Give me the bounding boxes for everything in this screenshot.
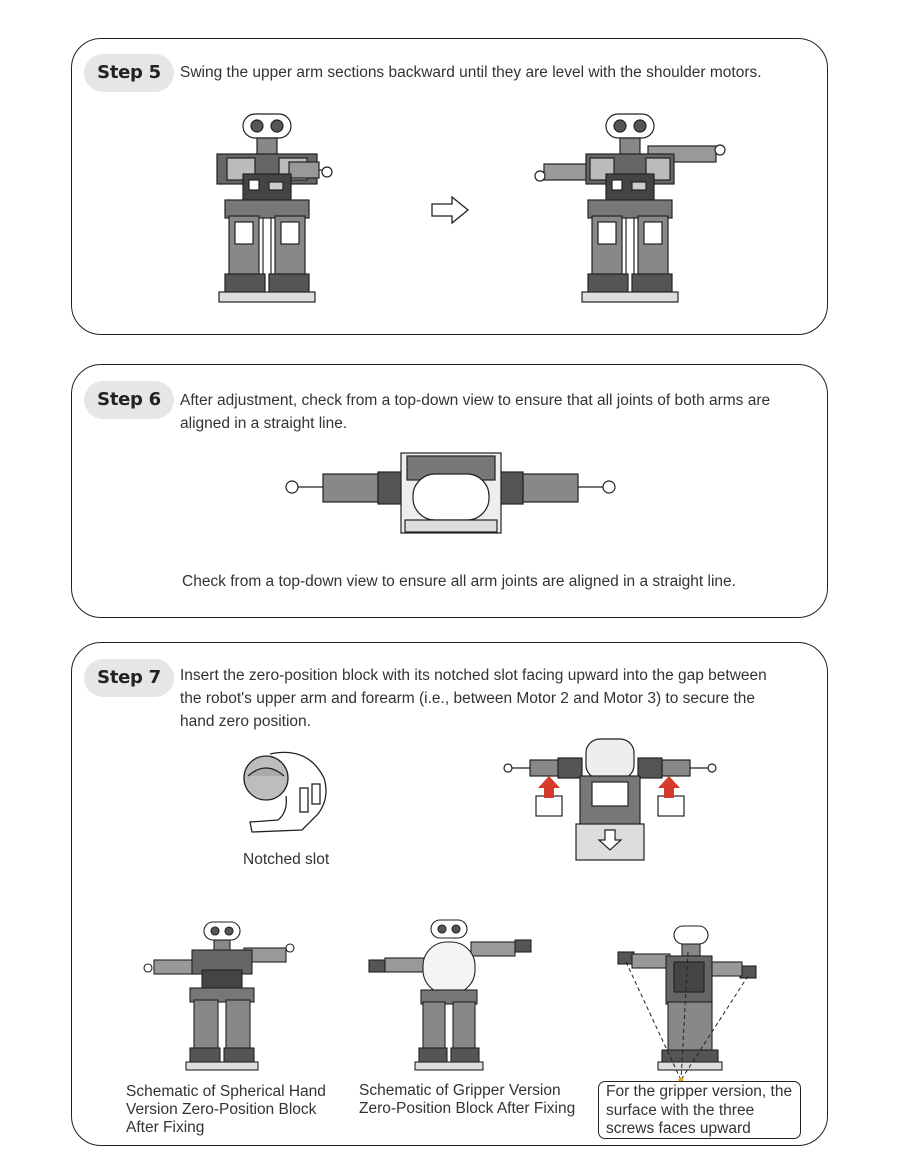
spherical-caption-line-1: Schematic of Spherical Hand <box>126 1083 326 1100</box>
gripper-note-box <box>598 1081 801 1139</box>
spherical-hand-robot-figure <box>140 918 298 1076</box>
robot-arms-forward-figure <box>205 110 340 310</box>
gripper-caption-line-1: Schematic of Gripper Version <box>359 1082 561 1099</box>
notched-slot-caption: Notched slot <box>243 851 330 868</box>
gripper-orientation-figure <box>612 922 762 1082</box>
robot-top-down-figure <box>283 450 618 538</box>
gripper-robot-figure <box>365 916 535 1074</box>
robot-arms-level-figure <box>530 110 730 310</box>
spherical-caption-line-3: After Fixing <box>126 1119 205 1136</box>
step-7-instruction-line-3: hand zero position. <box>180 713 311 730</box>
gripper-note-line-1: For the gripper version, the <box>606 1083 793 1100</box>
gripper-caption-line-2: Zero-Position Block After Fixing <box>359 1100 576 1117</box>
gripper-note-line-3: screws faces upward <box>606 1120 751 1137</box>
spherical-caption-line-2: Version Zero-Position Block <box>126 1101 317 1118</box>
block-insertion-figure <box>500 736 720 864</box>
step-5-badge: Step 5 <box>84 54 174 92</box>
step-7-instruction-line-2: the robot's upper arm and forearm (i.e., between Motor 2 and Motor 3) to secure the <box>180 690 756 707</box>
gripper-note-line-2: surface with the three <box>606 1101 755 1119</box>
step-6-instruction-line-2: aligned in a straight line. <box>180 415 348 432</box>
step-5-instruction: Swing the upper arm sections backward until they are level with the shoulder motors. <box>180 64 762 81</box>
step-6-caption: Check from a top-down view to ensure all arm joints are aligned in a straight line. <box>182 573 736 590</box>
step-7-badge: Step 7 <box>84 659 174 697</box>
direction-arrow-icon <box>430 195 470 225</box>
zero-position-block-figure <box>238 748 333 840</box>
step-6-badge: Step 6 <box>84 381 174 419</box>
step-7-instruction-line-1: Insert the zero-position block with its notched slot facing upward into the gap between <box>180 667 767 684</box>
step-6-instruction-line-1: After adjustment, check from a top-down view to ensure that all joints of both arms are <box>180 392 771 409</box>
